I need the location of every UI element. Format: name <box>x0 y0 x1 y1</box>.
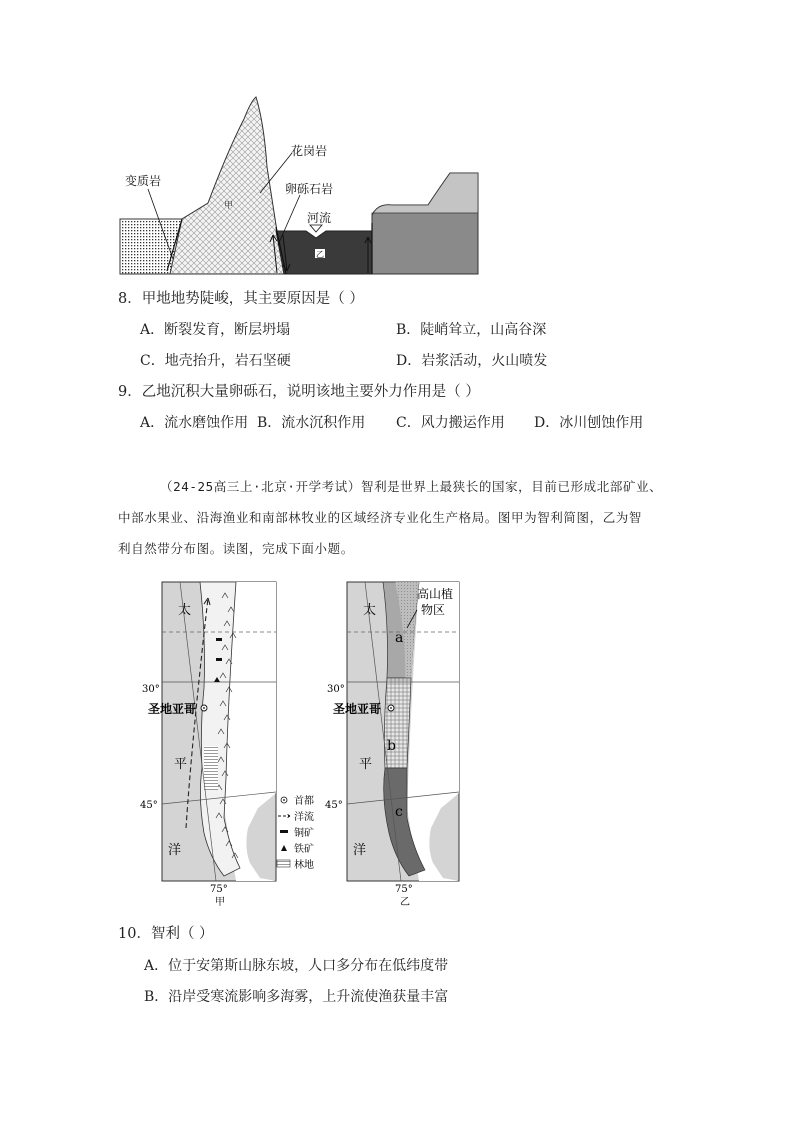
legend-current-icon <box>278 814 290 818</box>
map-yi-lat30-label: 30° <box>327 684 345 695</box>
river-triangle-icon <box>310 225 322 232</box>
map-jia-legend <box>277 794 314 871</box>
map-yi-alpine-label-2: 物区 <box>421 603 446 617</box>
map-yi-label-yang: 洋 <box>353 843 367 858</box>
map-yi-city-label: 圣地亚哥 <box>333 702 382 716</box>
map-yi-zone-a-label: a <box>395 630 404 646</box>
question-8-option-c[interactable]: C．地壳抬升，岩石坚硬 <box>140 353 291 369</box>
legend-iron-icon <box>281 845 287 851</box>
question-10-option-b[interactable]: B．沿岸受寒流影响多海雾，上升流使渔获量丰富 <box>144 989 449 1005</box>
map-jia-copper-mine-2 <box>216 658 222 661</box>
question-9-option-d[interactable]: D．冰川刨蚀作用 <box>534 415 644 431</box>
legend-current-label: 洋流 <box>294 812 314 823</box>
legend-copper-icon <box>280 830 288 833</box>
map-jia-lon75-label: 75° <box>210 884 228 895</box>
map-yi-zone-b-label: b <box>387 738 396 754</box>
map-jia-label-tai: 太 <box>178 603 192 618</box>
legend-forest-icon <box>277 860 290 867</box>
map-jia-copper-mine-1 <box>216 638 222 641</box>
map-jia-forest-area <box>204 746 218 790</box>
map-yi-lat45-label: 45° <box>325 800 343 811</box>
map-yi-zone-b <box>384 678 411 768</box>
question-8-stem: 8．甲地地势陡峻，其主要原因是（ ） <box>118 291 364 307</box>
yi-label: 乙 <box>316 250 324 259</box>
question-9-stem: 9．乙地沉积大量卵砾石，说明该地主要外力作用是（ ） <box>118 384 480 400</box>
question-9-option-c[interactable]: C．风力搬运作用 <box>396 415 505 431</box>
legend-forest-label: 林地 <box>294 860 314 871</box>
map-yi-label-tai: 太 <box>363 603 377 618</box>
map-yi-zone-c-label: c <box>395 804 403 820</box>
map-yi-label-ping: 平 <box>359 757 373 772</box>
granite-label: 花岗岩 <box>291 144 328 158</box>
geology-cross-section <box>110 95 490 280</box>
passage-line-2: 中部水果业、沿海渔业和南部林牧业的区域经济专业化生产格局。图甲为智利简图，乙为智 <box>118 510 643 525</box>
question-9-option-b[interactable]: B．流水沉积作用 <box>257 415 366 431</box>
map-yi-lon75-label: 75° <box>395 884 413 895</box>
question-8-option-b[interactable]: B．陡峭耸立，山高谷深 <box>396 322 547 338</box>
map-yi-caption: 乙 <box>400 897 410 908</box>
map-yi <box>325 578 470 908</box>
passage-line-1: （24-25高三上·北京·开学考试）智利是世界上最狭长的国家，目前已形成北部矿业、 <box>160 479 663 494</box>
map-jia-label-ping: 平 <box>174 757 188 772</box>
legend-iron-label: 铁矿 <box>294 844 314 855</box>
map-yi-alpine-label-1: 高山植 <box>417 587 454 601</box>
map-jia-city-label: 圣地亚哥 <box>148 702 197 716</box>
question-8-option-d[interactable]: D．岩浆活动，火山喷发 <box>396 353 548 369</box>
legend-capital-label: 首都 <box>294 796 314 807</box>
map-jia-lat30-label: 30° <box>142 684 160 695</box>
legend-copper-label: 铜矿 <box>294 828 314 839</box>
conglomerate-label: 卵砾石岩 <box>285 182 334 196</box>
map-jia-lat45-label: 45° <box>140 800 158 811</box>
jia-label: 甲 <box>224 201 234 211</box>
question-8-option-a[interactable]: A．断裂发育，断层坍塌 <box>140 322 291 338</box>
question-10-stem: 10．智利（ ） <box>118 926 214 942</box>
question-9-option-a[interactable]: A．流水磨蚀作用 <box>140 415 249 431</box>
river-label: 河流 <box>307 211 332 225</box>
granite-mountain <box>170 97 284 274</box>
passage-line-3: 利自然带分布图。读图，完成下面小题。 <box>118 541 354 556</box>
map-jia <box>140 578 340 908</box>
map-jia-caption: 甲 <box>215 897 225 908</box>
right-upland-top <box>372 173 478 215</box>
question-10-option-a[interactable]: A．位于安第斯山脉东坡，人口多分布在低纬度带 <box>144 958 449 974</box>
map-jia-label-yang: 洋 <box>168 843 182 858</box>
metamorphic-label: 变质岩 <box>125 174 162 188</box>
